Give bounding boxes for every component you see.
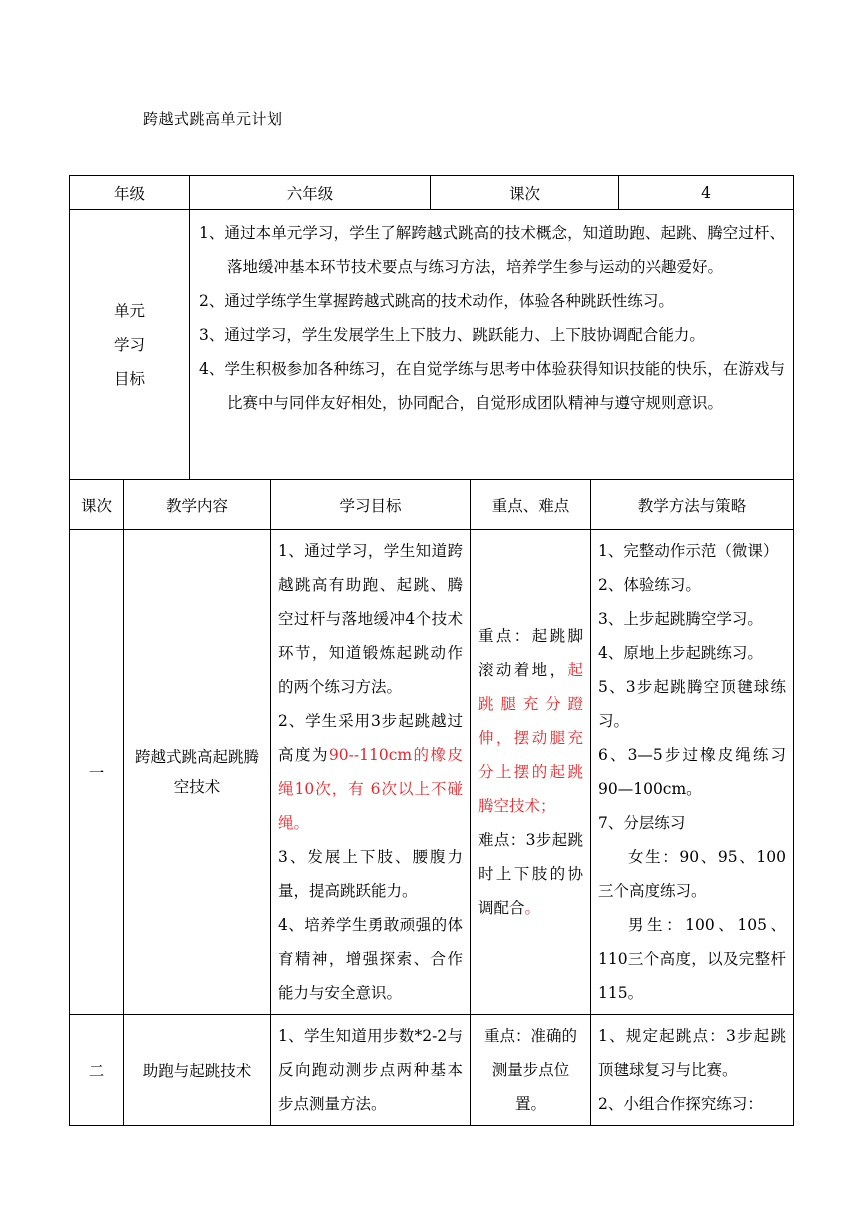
lesson-1-content: 跨越式跳高起跳腾空技术: [124, 530, 271, 1015]
lessons-value: 4: [619, 176, 794, 210]
lesson-2-number: 二: [70, 1015, 124, 1126]
lesson-header-row: [70, 480, 794, 530]
header-row: [70, 176, 794, 210]
col-header-methods: 教学方法与策略: [591, 480, 794, 530]
col-header-objectives: 学习目标: [271, 480, 471, 530]
col-header-keypoints: 重点、难点: [471, 480, 591, 530]
highlight-text: 90--110cm的橡皮绳10次，有 6次以上不碰绳。: [278, 746, 463, 832]
lessons-label: 课次: [431, 176, 619, 210]
lesson-2-content: 助跑与起跳技术: [124, 1015, 271, 1126]
highlight-text: 起跳腿充分蹬伸，摆动腿充分上摆的起跳腾空技术；: [478, 661, 583, 815]
grade-value: 六年级: [190, 176, 431, 210]
col-header-content: 教学内容: [124, 480, 271, 530]
lesson-1-number: 一: [70, 530, 124, 1015]
unit-goal-item: 1、通过本单元学习，学生了解跨越式跳高的技术概念，知道助跑、起跳、腾空过杆、落地缓冲基本环节技术要点与练习方法，培养学生参与运动的兴趣爱好。: [199, 224, 785, 276]
lesson-2-objectives: 1、学生知道用步数*2-2与反向跑动测步点两种基本步点测量方法。: [271, 1015, 471, 1126]
unit-goals-label: 单元 学习 目标: [70, 210, 190, 480]
unit-info-table: [69, 175, 794, 480]
lesson-row-1: [70, 530, 794, 1015]
lesson-row-2: [70, 1015, 794, 1126]
document-title: 跨越式跳高单元计划: [143, 110, 283, 128]
unit-goals-content: [190, 210, 794, 480]
lesson-1-objectives: 1、通过学习，学生知道跨越跳高有助跑、起跳、腾空过杆与落地缓冲4个技术环节，知道锻炼起跳动作的两个练习方法。 2、学生采用3步起跳越过高度为90--110cm的橡皮绳10次，有 6次以上不碰绳。 3、发展上下肢、腰腹力量，提高跳跃能力。 4、培养学生勇敢顽强的体育精神，增强探索、合作能力与安全意识。: [271, 530, 471, 1015]
unit-goal-item: 4、学生积极参加各种练习，在自觉学练与思考中体验获得知识技能的快乐，在游戏与比赛中与同伴友好相处，协同配合，自觉形成团队精神与遵守规则意识。: [199, 360, 785, 412]
lesson-1-keypoints: 重点：起跳脚滚动着地，起跳腿充分蹬伸，摆动腿充分上摆的起跳腾空技术； 难点：3步起跳时上下肢的协调配合。: [471, 530, 591, 1015]
lesson-table: [69, 479, 794, 1126]
grade-label: 年级: [70, 176, 190, 210]
lesson-1-methods: 1、完整动作示范（微课） 2、体验练习。 3、上步起跳腾空学习。 4、原地上步起跳练习。 5、3步起跳腾空顶毽球练习。 6、3—5步过橡皮绳练习90—100cm。 7、分层练习 女生：90、95、100三个高度练习。 男生：100、105、110三个高度，以及完整杆115。: [591, 530, 794, 1015]
col-header-lesson: 课次: [70, 480, 124, 530]
unit-goal-item: 2、通过学练学生掌握跨越式跳高的技术动作，体验各种跳跃性练习。: [199, 292, 674, 310]
unit-goal-item: 3、通过学习，学生发展学生上下肢力、跳跃能力、上下肢协调配合能力。: [199, 326, 705, 344]
lesson-2-keypoints: 重点：准确的测量步点位置。: [471, 1015, 591, 1126]
unit-goals-row: [70, 210, 794, 480]
lesson-2-methods: 1、规定起跳点：3步起跳顶毽球复习与比赛。 2、小组合作探究练习：: [591, 1015, 794, 1126]
